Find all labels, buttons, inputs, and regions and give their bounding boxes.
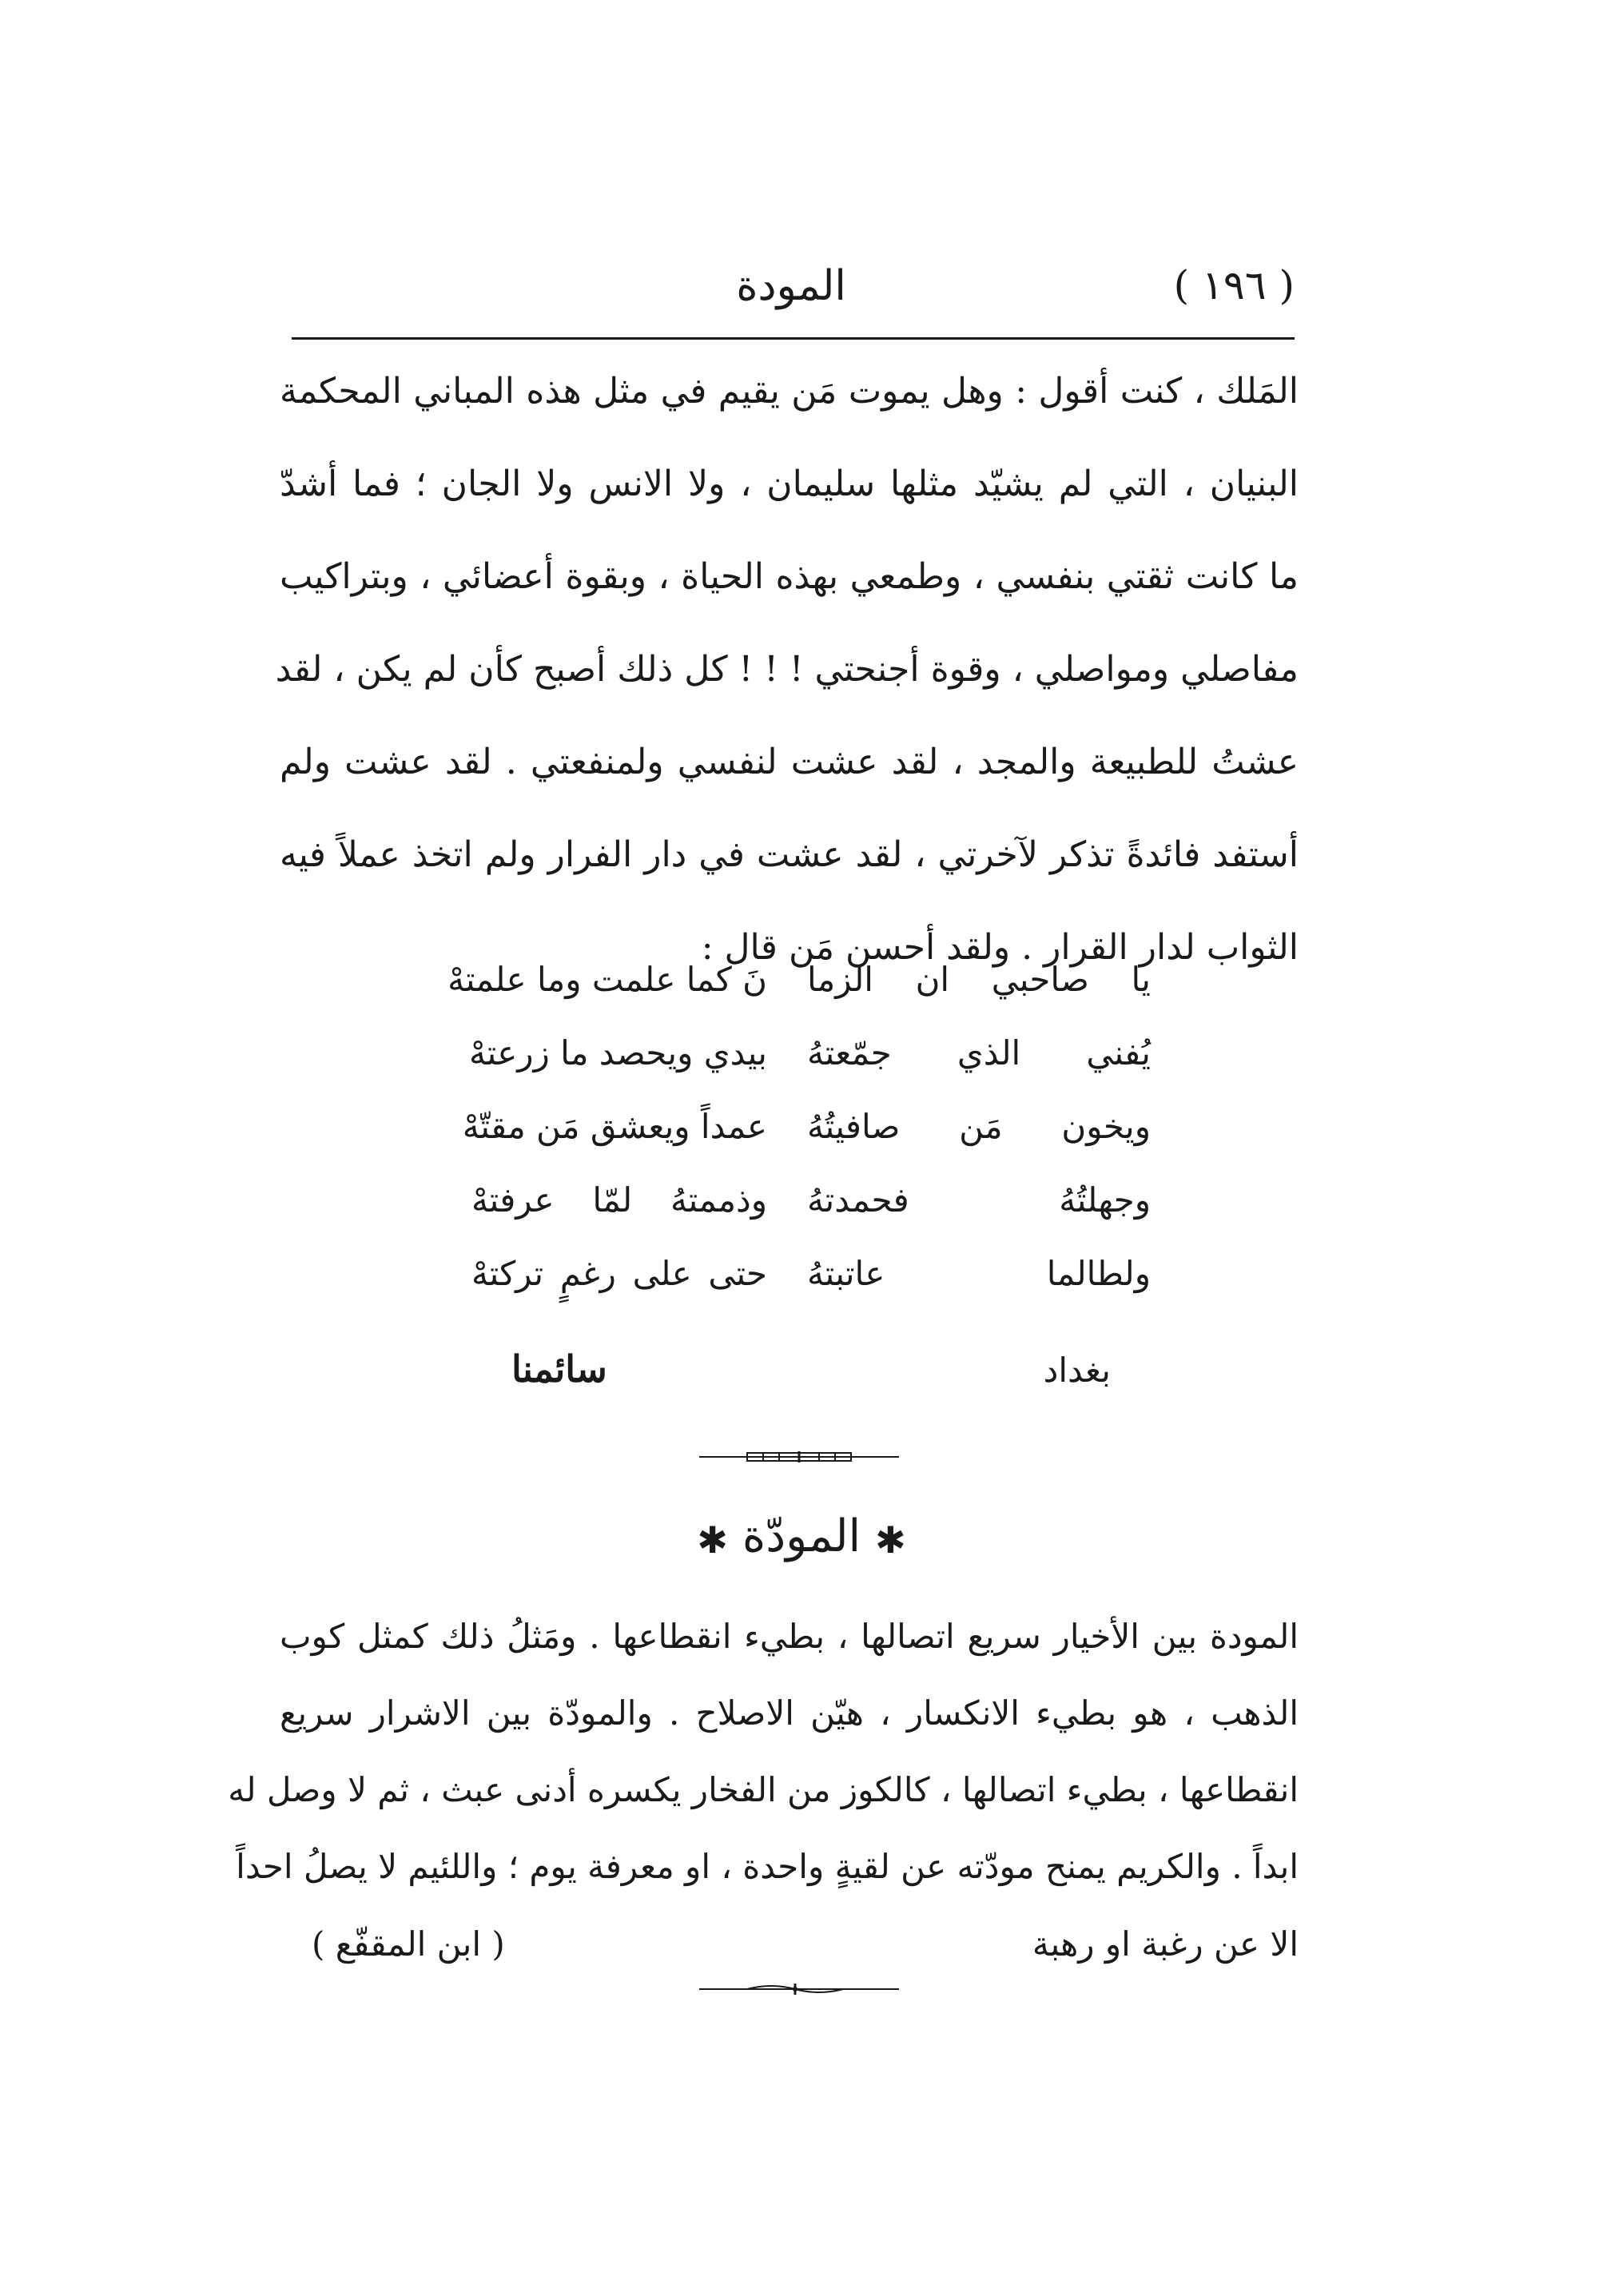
text-line: ما كانت ثقتي بنفسي ، وطمعي بهذه الحياة ، وبقوة أعضائي ، وبتراكيب bbox=[280, 556, 1299, 597]
poem-verse bbox=[471, 1237, 1151, 1311]
poem-verse bbox=[447, 943, 1151, 1017]
divider-ornament bbox=[699, 1448, 899, 1466]
poem-signoff bbox=[479, 1343, 1151, 1407]
text-line: المودة بين الأخيار سريع اتصالها ، بطيء انقطاعها . ومَثلُ ذلك كمثل كوب bbox=[280, 1617, 1299, 1656]
verse-first-hemistich: ولطالما عاتبتهُ bbox=[807, 1254, 1151, 1293]
signoff-place: بغداد bbox=[1043, 1351, 1111, 1390]
top-paragraph bbox=[275, 345, 1299, 994]
verse-first-hemistich: وجهلتُهُ فحمدتهُ bbox=[807, 1180, 1151, 1220]
text-line: المَلك ، كنت أقول : وهل يموت مَن يقيم في مثل هذه المباني المحكمة bbox=[280, 371, 1299, 412]
running-title: المودة bbox=[736, 262, 846, 310]
section-title: المودّة bbox=[742, 1510, 861, 1562]
divider-ornament bbox=[699, 1980, 899, 1998]
text-line: الا عن رغبة او رهبة bbox=[1032, 1924, 1299, 1964]
verse-first-hemistich: ويخون مَن صافيتُهُ bbox=[807, 1107, 1151, 1146]
verse-second-hemistich: حتى على رغمٍ تركتهْ bbox=[471, 1254, 767, 1293]
verse-first-hemistich: يُفني الذي جمّعتهُ bbox=[807, 1033, 1151, 1072]
star-ornament-icon: ✱ bbox=[875, 1518, 906, 1562]
bottom-paragraph bbox=[228, 1598, 1299, 1905]
header-rule bbox=[292, 337, 1295, 340]
verse-second-hemistich: عمداً ويعشق مَن مقتّهْ bbox=[462, 1107, 767, 1146]
text-line: أستفد فائدةً تذكر لآخرتي ، لقد عشت في دار الفرار ولم اتخذ عملاً فيه bbox=[280, 834, 1299, 875]
poem bbox=[447, 943, 1151, 1311]
poem-verse bbox=[471, 1164, 1151, 1237]
poem-verse bbox=[462, 1090, 1151, 1164]
verse-first-hemistich: يا صاحبي ان الزما bbox=[807, 960, 1151, 999]
page-number: ( ١٩٦ ) bbox=[1173, 262, 1295, 308]
quote-attribution: ( ابن المقفّع ) bbox=[312, 1924, 505, 1964]
star-ornament-icon: ✱ bbox=[697, 1518, 728, 1562]
signoff-author: سائمنا bbox=[511, 1347, 607, 1391]
text-line: مفاصلي ومواصلي ، وقوة أجنحتي ! ! ! كل ذلك أصبح كأن لم يكن ، لقد bbox=[275, 649, 1299, 690]
running-head bbox=[288, 256, 1295, 328]
text-line: البنيان ، التي لم يشيّد مثلها سليمان ، ولا الانس ولا الجان ؛ فما أشدّ bbox=[280, 464, 1299, 504]
verse-second-hemistich: نَ كما علمت وما علمتهْ bbox=[447, 960, 767, 999]
text-line: الثواب لدار القرار . ولقد أحسن مَن قال : bbox=[701, 927, 1299, 968]
verse-second-hemistich: بيدي ويحصد ما زرعتهْ bbox=[469, 1033, 767, 1072]
text-line: ابداً . والكريم يمنح مودّته عن لقيةٍ واحدة ، او معرفة يوم ؛ واللئيم لا يصلُ احداً bbox=[236, 1847, 1299, 1886]
verse-second-hemistich: وذممتهُ لمّا عرفتهْ bbox=[471, 1180, 767, 1220]
section-heading bbox=[0, 1510, 1603, 1562]
closing-line bbox=[280, 1908, 1299, 1980]
poem-verse bbox=[471, 1017, 1151, 1090]
text-line: الذهب ، هو بطيء الانكسار ، هيّن الاصلاح . والمودّة بين الاشرار سريع bbox=[280, 1693, 1299, 1733]
text-line: عشتُ للطبيعة والمجد ، لقد عشت لنفسي ولمنفعتي . لقد عشت ولم bbox=[280, 742, 1299, 782]
text-line: انقطاعها ، بطيء اتصالها ، كالكوز من الفخار يكسره أدنى عبث ، ثم لا وصل له bbox=[228, 1770, 1299, 1809]
